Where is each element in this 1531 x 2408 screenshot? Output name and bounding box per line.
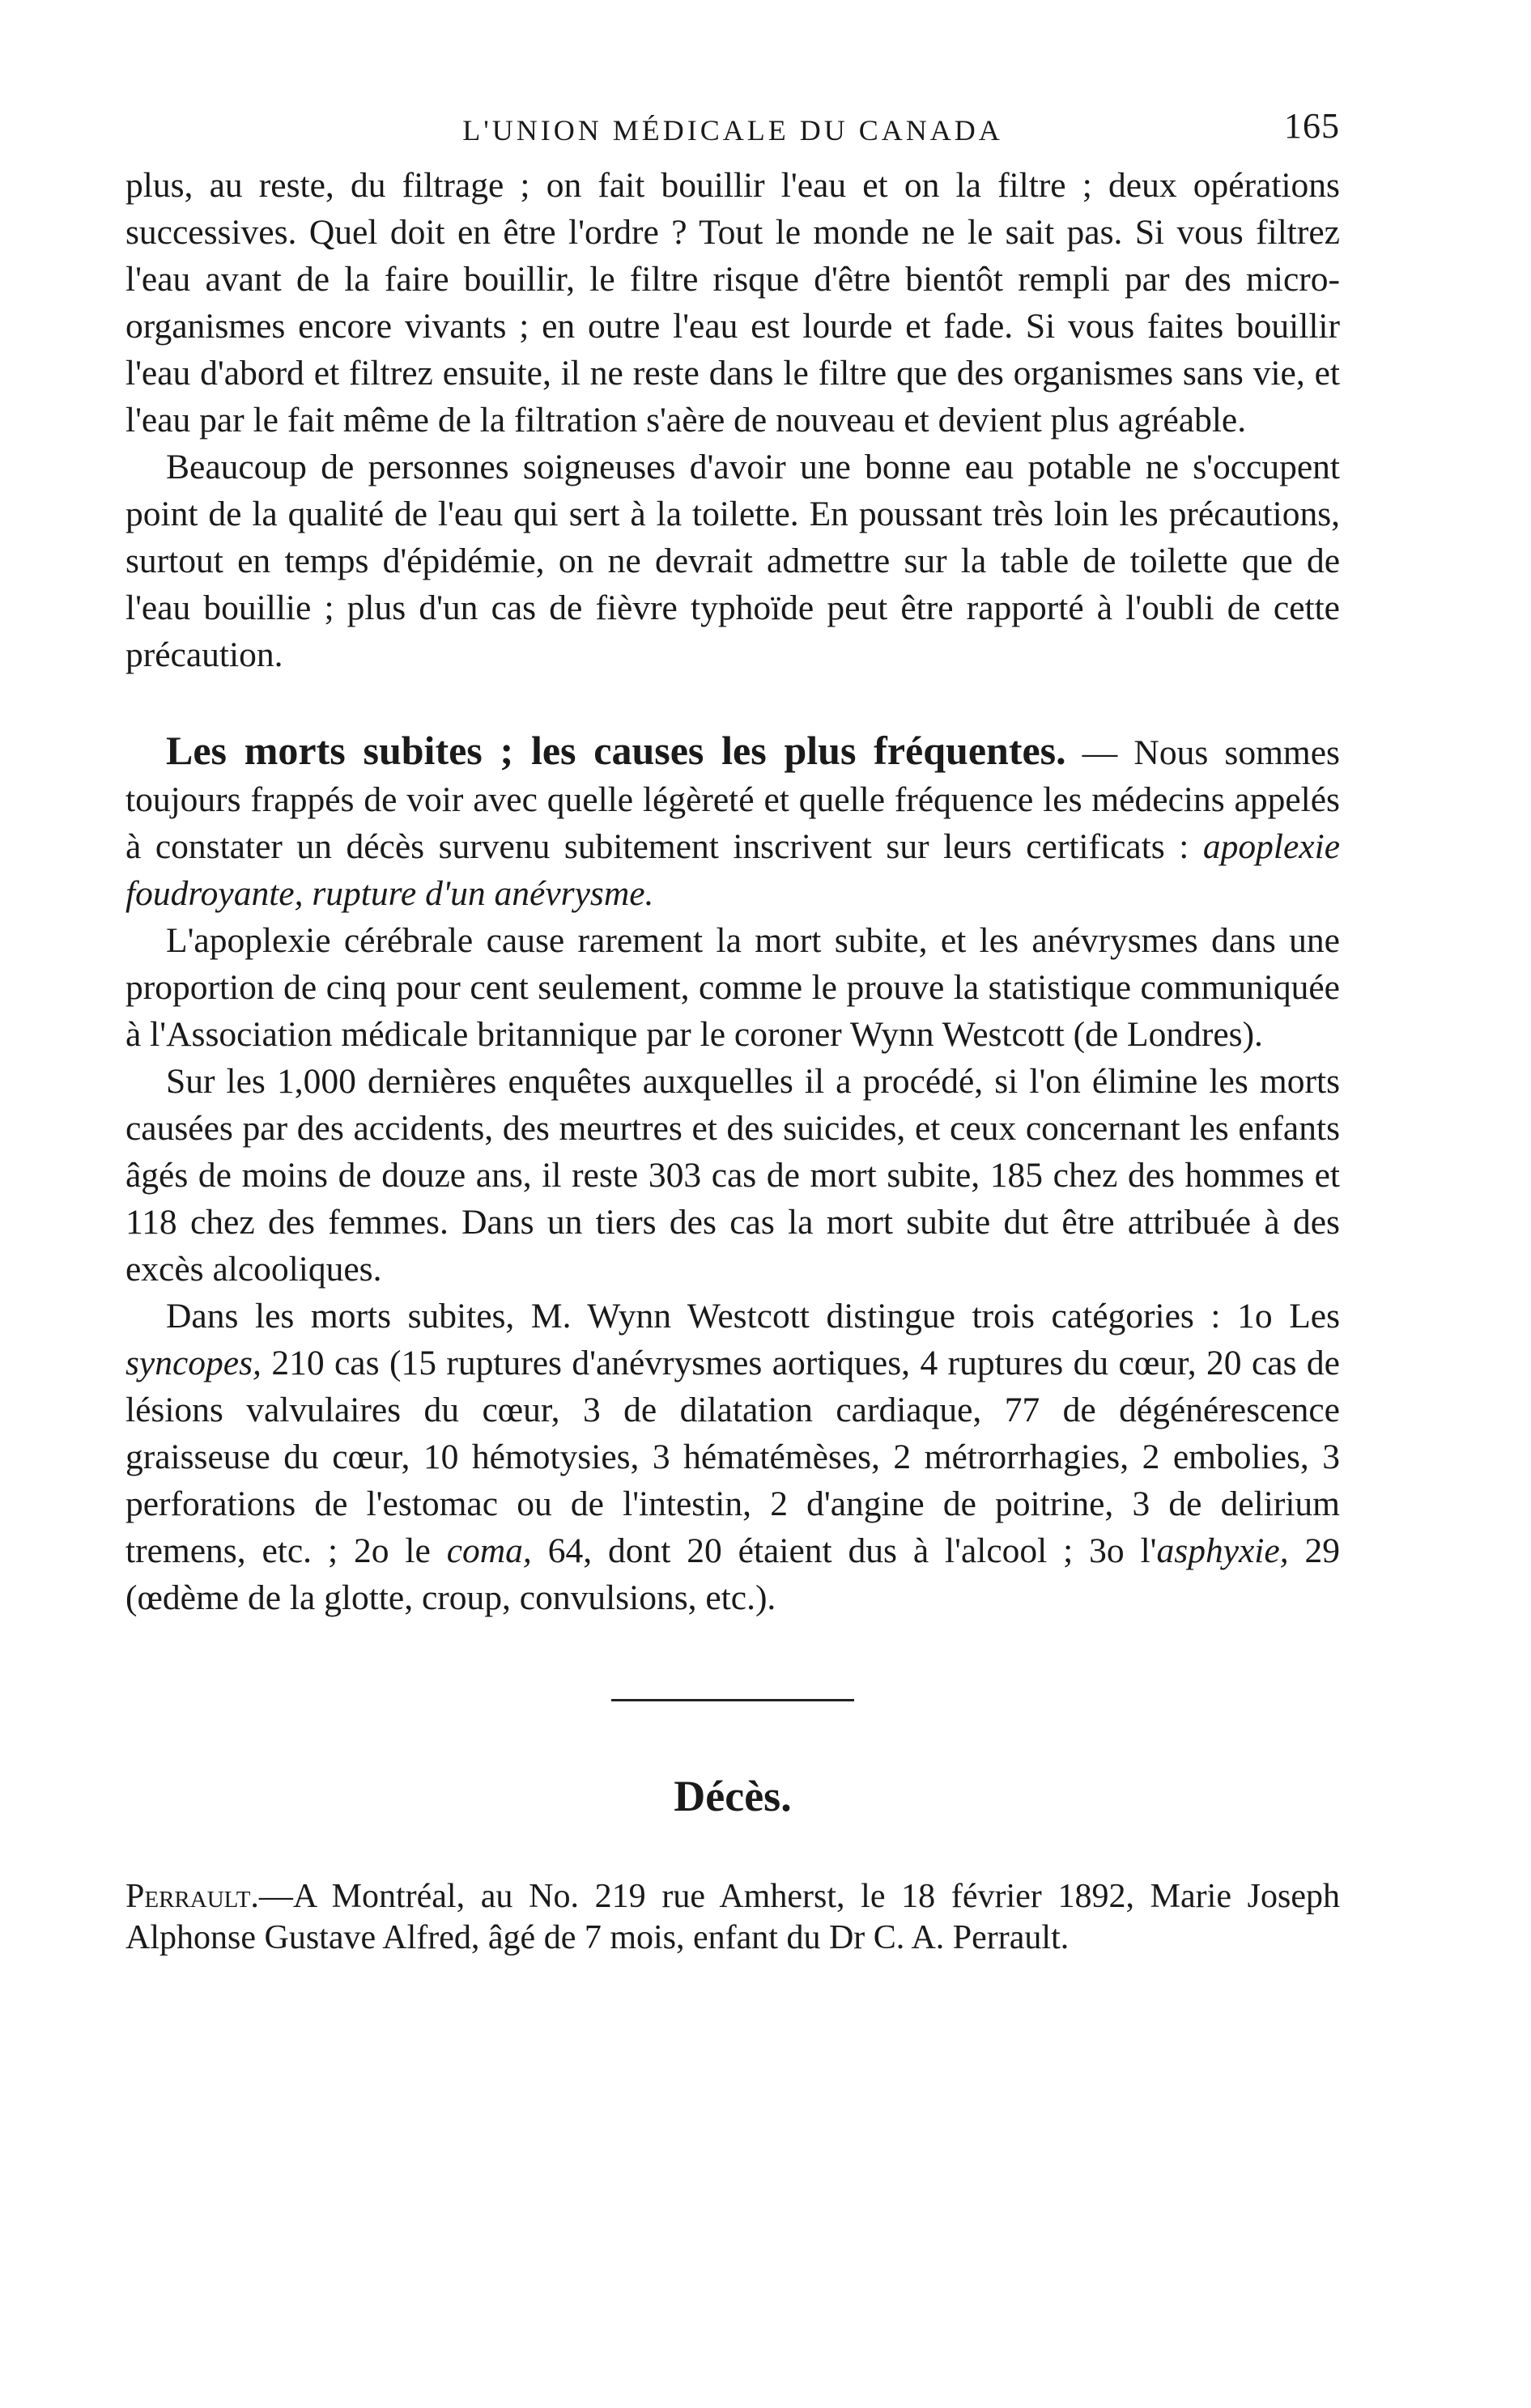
page-header [125, 105, 1340, 162]
page-number: 165 [1284, 106, 1340, 146]
categories-text-a: Dans les morts subites, M. Wynn Westcott distingue trois catégories : 1o Les [166, 1297, 1340, 1336]
section-intro-italic: apoplexie foudroyante, rupture d'un anévrysme. [125, 827, 1340, 913]
deces-text: —A Montréal, au No. 219 rue Amherst, le 18 février 1892, Marie Joseph Alphonse Gustave Alfred, âgé de 7 mois, enfant du Dr C. A. Perrault. [125, 1878, 1340, 1956]
paragraph-toilet-water: Beaucoup de personnes soigneuses d'avoir une bonne eau potable ne s'occupent point de la qualité de l'eau qui sert à la toilette. En poussant très loin les précautions, surtout en temps d'épidémie, on ne devrait admettre sur la table de toilette que de l'eau bouillie ; plus d'un cas de fièvre typhoïde peut être rapporté à l'oubli de cette précaution. [125, 448, 1340, 674]
section-title: Les morts subites ; les causes les plus fréquentes. [166, 728, 1066, 773]
categories-asphyxie: asphyxie, [1156, 1531, 1289, 1570]
categories-text-b: 210 cas (15 ruptures d'anévrysmes aortiques, 4 ruptures du cœur, 20 cas de lésions valvulaires du cœur, 3 de dilatation cardiaque, 77 de dégénérescence graisseuse du cœur, 10 hémotysies, 3 hématémèses, 2 métrorrhagies, 2 embolies, 3 perforations de l'estomac ou de l'intestin, 2 d'angine de poitrine, 3 de delirium tremens, etc. ; 2o le [125, 1344, 1340, 1570]
section-divider [611, 1699, 854, 1701]
categories-text-d: 29 (œdème de la glotte, croup, convulsions, etc.). [125, 1531, 1340, 1617]
categories-text-c: 64, dont 20 étaient dus à l'alcool ; 3o l' [531, 1531, 1157, 1570]
deces-title: Décès. [674, 1772, 792, 1820]
section-spacer [125, 678, 1340, 727]
deces-entry [125, 1876, 1340, 1959]
paragraph-apoplexy: L'apoplexie cérébrale cause rarement la mort subite, et les anévrysmes dans une proportion de cinq pour cent seulement, comme le prouve la statistique communiquée à l'Association médicale britannique par le coroner Wynn Westcott (de Londres). [125, 921, 1340, 1054]
paragraph-categories [125, 1293, 1340, 1621]
running-title: L'UNION MÉDICALE DU CANADA [462, 114, 1003, 147]
paragraph-inquests: Sur les 1,000 dernières enquêtes auxquelles il a procédé, si l'on élimine les morts causées par des accidents, des meurtres et des suicides, et ceux concernant les enfants âgés de moins de douze ans, il reste 303 cas de mort subite, 185 chez des hommes et 118 chez des femmes. Dans un tiers des cas la mort subite dut être attribuée à des excès alcooliques. [125, 1062, 1340, 1289]
deces-name: Perrault. [125, 1878, 259, 1915]
categories-coma: coma, [446, 1531, 532, 1570]
deces-section [125, 1876, 1340, 1959]
paragraph-filtration: plus, au reste, du filtrage ; on fait bouillir l'eau et on la filtre ; deux opérations successives. Quel doit en être l'ordre ? Tout le monde ne le sait pas. Si vous filtrez l'eau avant de la faire bouillir, le filtre risque d'être bientôt rempli par des micro-organismes encore vivants ; en outre l'eau est lourde et fade. Si vous faites bouillir l'eau d'abord et filtrez ensuite, il ne reste dans le filtre que des organismes sans vie, et l'eau par le fait même de la filtration s'aère de nouveau et devient plus agréable. [125, 166, 1340, 440]
section-intro-text: — Nous sommes toujours frappés de voir avec quelle légèreté et quelle fréquence les médecins appelés à constater un décès survenu subitement inscrivent sur leurs certificats : [125, 733, 1340, 866]
section-intro-paragraph [125, 727, 1340, 917]
categories-syncopes: syncopes, [125, 1344, 262, 1382]
document-page [125, 105, 1340, 1959]
